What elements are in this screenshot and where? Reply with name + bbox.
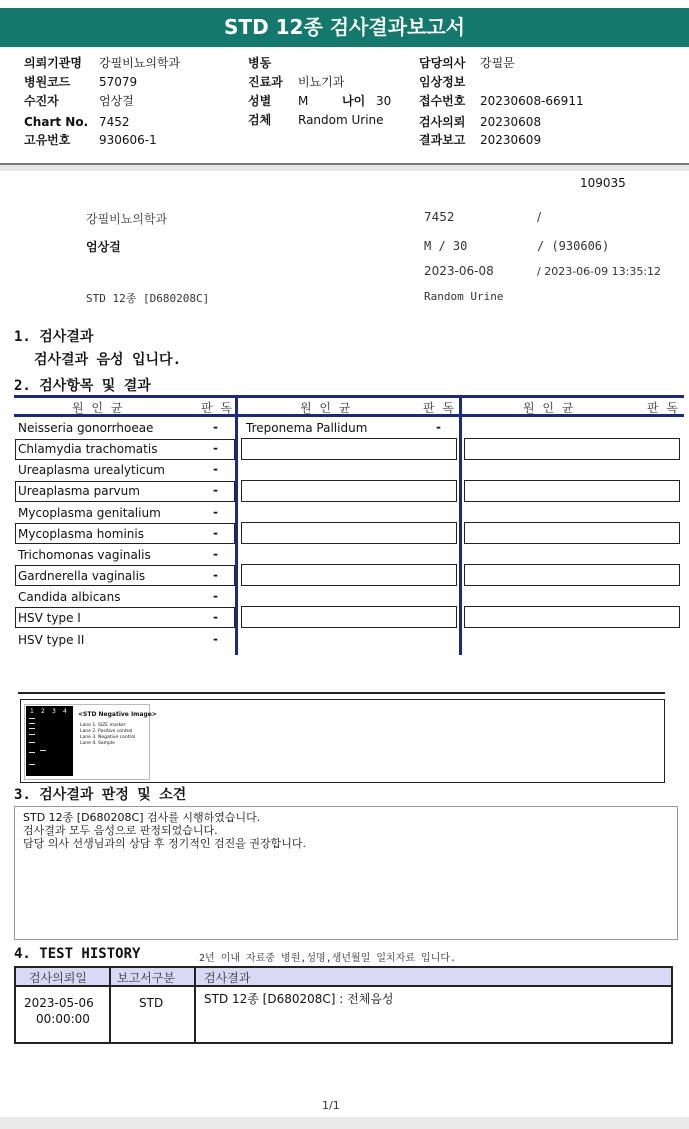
pathogen-name: Trichomonas vaginalis [18, 548, 151, 562]
chart-value: 7452 [99, 115, 130, 129]
pathogen-result: - [213, 610, 218, 624]
empty-cell [464, 564, 680, 586]
chart-label: Chart No. [24, 115, 89, 129]
pathogen-result: - [436, 420, 441, 434]
result-label: 결과보고 [419, 133, 466, 147]
opinion-line: 담당 의사 선생님과의 상담 후 정기적인 검진을 권장합니다. [23, 837, 306, 850]
summary-birth: / (930606) [537, 239, 610, 253]
summary-chart: 7452 [424, 210, 455, 224]
section3-title: 3. 검사결과 판정 및 소견 [14, 787, 187, 803]
col3-pathogen-header: 원 인 균 [523, 401, 576, 415]
history-divider [194, 966, 196, 1044]
history-table-header [16, 968, 671, 987]
section1-title: 1. 검사결과 [14, 329, 94, 345]
dept-label: 진료과 [248, 75, 283, 89]
gel-lane-label: 1 [30, 708, 34, 715]
pathogen-result: - [213, 632, 218, 646]
empty-cell [464, 606, 680, 628]
section1-text: 검사결과 음성 입니다. [34, 352, 182, 368]
history-col-result: 검사결과 [204, 971, 251, 985]
summary-request-date: 2023-06-08 [424, 264, 494, 278]
age-value: 30 [376, 94, 392, 108]
hospital-code-label: 병원코드 [24, 75, 71, 89]
pathogen-name: Candida albicans [18, 590, 121, 604]
gel-lane-label: 3 [52, 708, 56, 715]
summary-sex-age: M / 30 [424, 239, 468, 253]
result-table-divider-2 [459, 395, 462, 655]
header-shadow [0, 165, 689, 171]
gel-legend-line: Lane 3. Negative control [80, 735, 136, 740]
gel-legend-line: Lane 1. SIZE marker [80, 723, 126, 728]
summary-specimen: Random Urine [424, 290, 504, 303]
pathogen-result: - [213, 568, 218, 582]
unique-label: 고유번호 [24, 133, 71, 147]
gel-legend-line: Lane 4. Sample [80, 741, 115, 746]
section2-title: 2. 검사항목 및 결과 [14, 378, 151, 394]
pathogen-result: - [213, 589, 218, 603]
institution-value: 강필비뇨의학과 [99, 56, 181, 70]
gel-lane-label: 2 [41, 708, 45, 715]
pathogen-name: Ureaplasma urealyticum [18, 463, 165, 477]
ward-label: 병동 [248, 56, 272, 70]
gel-band [29, 752, 35, 753]
page-number: 1/1 [322, 1099, 340, 1112]
page-footer-strip [0, 1117, 689, 1129]
pathogen-result: - [213, 526, 218, 540]
empty-cell [241, 438, 457, 460]
header-info [0, 52, 689, 162]
history-col-date: 검사의뢰일 [29, 971, 87, 985]
history-date: 2023-05-06 [24, 996, 94, 1010]
col2-judge-header: 판 독 [423, 401, 456, 415]
pathogen-name: Mycoplasma hominis [18, 527, 144, 541]
summary-slash: / [537, 210, 542, 224]
pathogen-name: HSV type I [18, 611, 81, 625]
gel-band [29, 764, 35, 765]
patient-label: 수진자 [24, 94, 59, 108]
age-label: 나이 [342, 94, 366, 108]
history-note: 2년 이내 자료중 병원,성명,생년월일 일치자료 입니다. [199, 953, 457, 964]
image-separator [18, 692, 665, 694]
request-value: 20230608 [480, 115, 542, 129]
clinical-label: 임상정보 [419, 75, 466, 89]
col2-pathogen-header: 원 인 균 [300, 401, 353, 415]
sex-label: 성별 [248, 94, 272, 108]
patient-value: 엄상걸 [99, 94, 134, 108]
opinion-line: 검사결과 모두 음성으로 판정되었습니다. [23, 824, 218, 837]
opinion-line: STD 12종 [D680208C] 검사를 시행하였습니다. [23, 811, 261, 824]
col1-judge-header: 판 독 [201, 401, 234, 415]
empty-cell [464, 522, 680, 544]
pathogen-name: HSV type II [18, 633, 85, 647]
pathogen-result: - [213, 483, 218, 497]
gel-band [29, 734, 35, 735]
section4-title: 4. TEST HISTORY [14, 946, 141, 962]
result-table-divider-1 [235, 395, 238, 655]
pathogen-result: - [213, 420, 218, 434]
col1-pathogen-header: 원 인 균 [72, 401, 125, 415]
request-label: 검사의뢰 [419, 115, 466, 129]
summary-report-datetime: / 2023-06-09 13:35:12 [537, 265, 662, 278]
unique-value: 930606-1 [99, 133, 157, 147]
result-value: 20230609 [480, 133, 542, 147]
summary-test-name: STD 12종 [D680208C] [86, 292, 210, 305]
pathogen-result: - [213, 547, 218, 561]
code-number: 109035 [580, 176, 626, 190]
gel-image [26, 706, 73, 776]
empty-cell [464, 438, 680, 460]
history-col-type: 보고서구분 [117, 971, 175, 985]
pathogen-result: - [213, 462, 218, 476]
summary-institution: 강필비뇨의학과 [86, 212, 168, 226]
gel-lane-label: 4 [63, 708, 67, 715]
gel-band [29, 718, 35, 719]
receipt-value: 20230608-66911 [480, 94, 584, 108]
history-time: 00:00:00 [36, 1012, 90, 1026]
gel-legend-line: Lane 2. Positive control [80, 729, 133, 734]
pathogen-name: Chlamydia trachomatis [18, 442, 158, 456]
specimen-value: Random Urine [298, 113, 384, 127]
pathogen-result: - [213, 505, 218, 519]
doctor-label: 담당의사 [419, 56, 466, 70]
history-type: STD [139, 996, 164, 1010]
pathogen-name: Neisseria gonorrhoeae [18, 421, 154, 435]
summary-patient: 엄상걸 [86, 240, 121, 254]
gel-band [29, 728, 35, 729]
pathogen-name: Mycoplasma genitalium [18, 506, 161, 520]
history-divider [109, 966, 111, 1044]
pathogen-name: Gardnerella vaginalis [18, 569, 146, 583]
receipt-label: 접수번호 [419, 94, 466, 108]
sex-value: M [298, 94, 309, 108]
col3-judge-header: 판 독 [647, 401, 680, 415]
history-result: STD 12종 [D680208C] : 전체음성 [204, 992, 394, 1006]
result-table-top [14, 395, 684, 398]
dept-value: 비뇨기과 [298, 75, 345, 89]
gel-band [29, 723, 35, 724]
gel-image-title: <STD Negative Image> [78, 711, 157, 718]
gel-band [29, 742, 35, 743]
opinion-box [14, 806, 678, 940]
empty-cell [241, 522, 457, 544]
hospital-code-value: 57079 [99, 75, 138, 89]
pathogen-name: Treponema Pallidum [246, 421, 368, 435]
pathogen-name: Ureaplasma parvum [18, 484, 140, 498]
pathogen-result: - [213, 441, 218, 455]
empty-cell [464, 480, 680, 502]
empty-cell [241, 480, 457, 502]
doctor-value: 강필문 [480, 56, 515, 70]
empty-cell [241, 606, 457, 628]
gel-band [40, 750, 46, 751]
specimen-label: 검체 [248, 113, 272, 127]
institution-label: 의뢰기관명 [24, 56, 82, 70]
report-title: STD 12종 검사결과보고서 [0, 8, 689, 47]
empty-cell [241, 564, 457, 586]
